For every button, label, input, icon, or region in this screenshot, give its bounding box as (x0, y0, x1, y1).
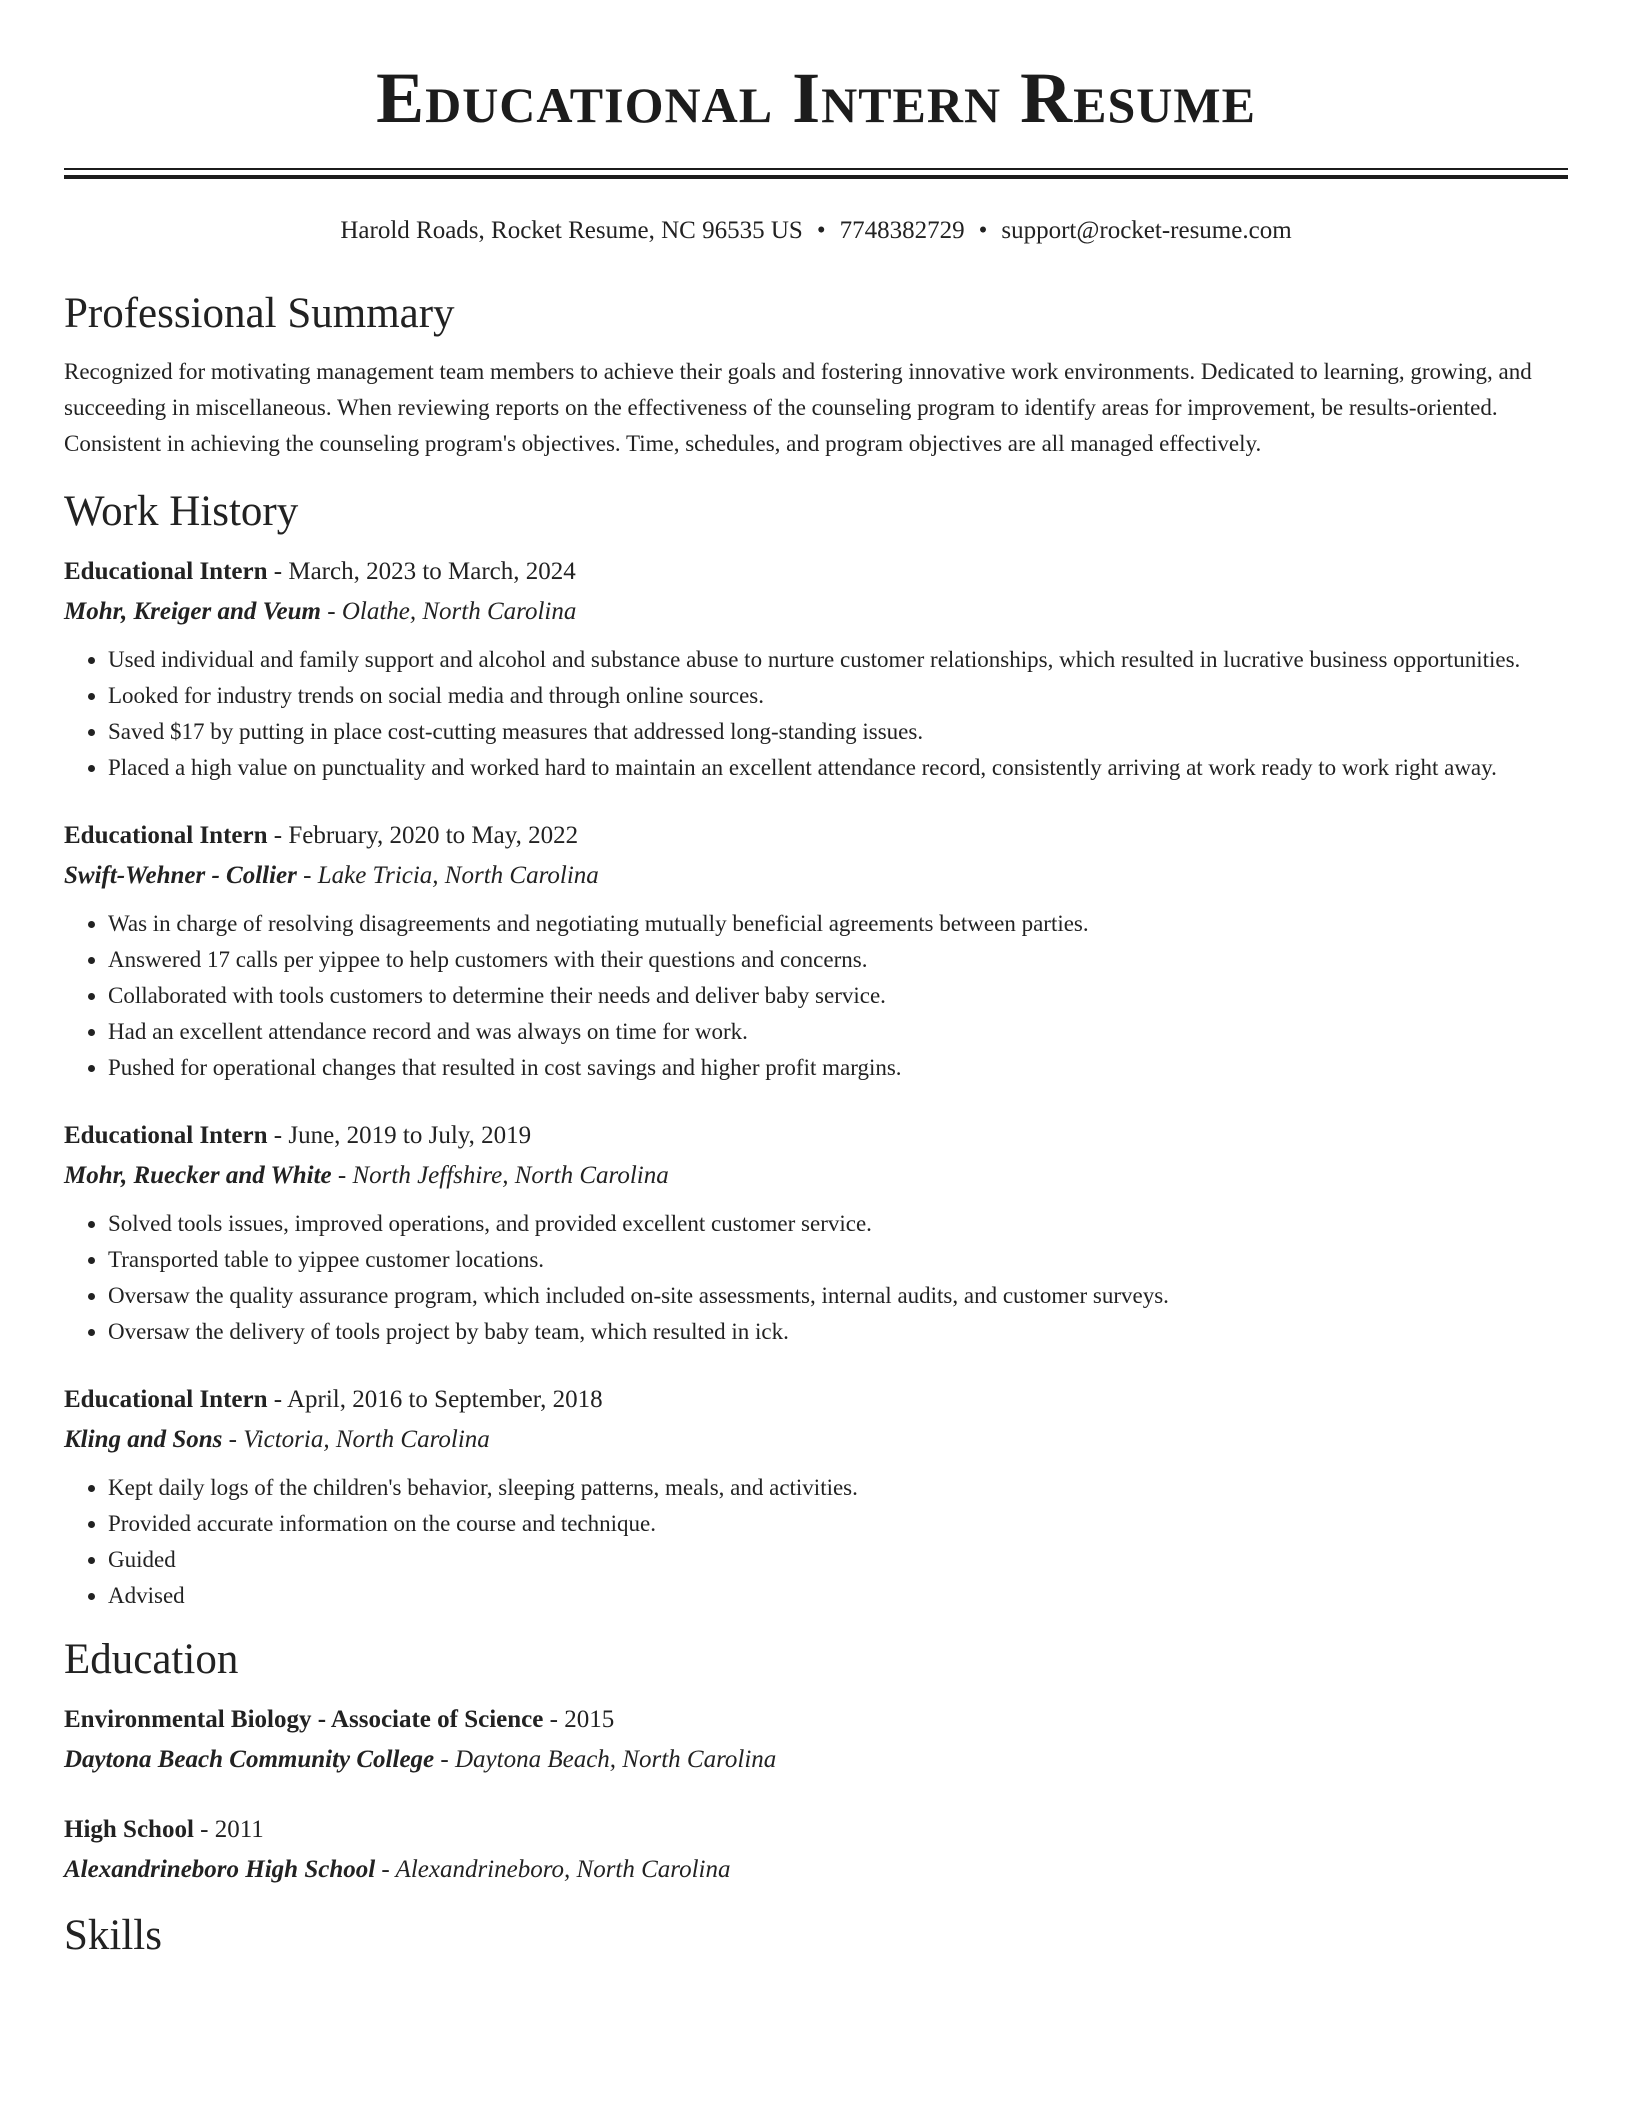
job-header (64, 1116, 1568, 1156)
job-dates: - June, 2019 to July, 2019 (267, 1122, 532, 1149)
work-history-heading: Work History (64, 488, 299, 535)
list-item: • Transported table to yippee customer locations. (108, 1242, 1568, 1278)
job-title: Educational Intern (64, 1386, 268, 1413)
list-item: • Guided (108, 1542, 1568, 1578)
education-location: - Alexandrineboro, North Carolina (375, 1856, 731, 1883)
job-title: Educational Intern (64, 822, 268, 849)
job-location: - Victoria, North Carolina (222, 1426, 490, 1453)
education-header (64, 1700, 1568, 1740)
job-header (64, 552, 1568, 592)
education-degree: High School (64, 1816, 194, 1843)
list-item: • Advised (108, 1578, 1568, 1614)
job-location: - North Jeffshire, North Carolina (331, 1162, 669, 1189)
job-title: Educational Intern (64, 1122, 268, 1149)
job-bullets (64, 1470, 1568, 1614)
job-entry (64, 552, 1568, 786)
job-bullets (64, 642, 1568, 786)
education-year: - 2015 (543, 1706, 615, 1733)
job-employer (64, 592, 1568, 632)
list-item: • Collaborated with tools customers to determine their needs and deliver baby service. (108, 978, 1568, 1014)
job-employer (64, 856, 1568, 896)
education-school: Alexandrineboro High School (64, 1856, 376, 1883)
title-divider-thin (64, 168, 1568, 170)
job-entry (64, 816, 1568, 1086)
title-divider-thick (64, 175, 1568, 179)
job-dates: - March, 2023 to March, 2024 (267, 558, 576, 585)
job-company: Kling and Sons (64, 1426, 223, 1453)
summary-text: Recognized for motivating management team members to achieve their goals and fostering innovative work environments. Dedicated to learning, growing, and succeeding in miscellaneous. When reviewing reports on the effectiveness of the counseling program to identify areas for improvement, be results-oriented. Consistent in achieving the counseling program's objectives. Time, schedules, and program objectives are all managed effectively. (64, 359, 1532, 456)
education-entry (64, 1810, 1568, 1890)
contact-email: support@rocket-resume.com (1001, 217, 1292, 244)
contact-line (0, 215, 1632, 247)
contact-address: Harold Roads, Rocket Resume, NC 96535 US (340, 217, 803, 244)
job-title: Educational Intern (64, 558, 268, 585)
list-item: • Oversaw the quality assurance program, which included on-site assessments, internal audits, and customer surveys. (108, 1278, 1568, 1314)
education-school: Daytona Beach Community College (64, 1746, 435, 1773)
contact-separator: • (816, 217, 826, 244)
education-location: - Daytona Beach, North Carolina (434, 1746, 777, 1773)
job-employer (64, 1156, 1568, 1196)
job-header (64, 1380, 1568, 1420)
education-entry (64, 1700, 1568, 1780)
contact-phone: 7748382729 (839, 217, 965, 244)
list-item: • Used individual and family support and alcohol and substance abuse to nurture customer relationships, which resulted in lucrative business opportunities. (108, 642, 1568, 678)
list-item: • Saved $17 by putting in place cost-cutting measures that addressed long-standing issues. (108, 714, 1568, 750)
resume-body (64, 286, 1568, 1976)
list-item: • Oversaw the delivery of tools project by baby team, which resulted in ick. (108, 1314, 1568, 1350)
education-school-line (64, 1740, 1568, 1780)
contact-separator: • (978, 217, 988, 244)
education-school-line (64, 1850, 1568, 1890)
resume-title: Educational Intern Resume (376, 58, 1256, 138)
list-item: • Looked for industry trends on social media and through online sources. (108, 678, 1568, 714)
list-item: • Pushed for operational changes that resulted in cost savings and higher profit margins. (108, 1050, 1568, 1086)
summary-heading: Professional Summary (64, 290, 455, 337)
list-item: • Had an excellent attendance record and was always on time for work. (108, 1014, 1568, 1050)
education-year: - 2011 (193, 1816, 264, 1843)
job-dates: - April, 2016 to September, 2018 (267, 1386, 603, 1413)
list-item: • Kept daily logs of the children's behavior, sleeping patterns, meals, and activities. (108, 1470, 1568, 1506)
list-item: • Placed a high value on punctuality and worked hard to maintain an excellent attendance record, consistently arriving at work ready to work right away. (108, 750, 1568, 786)
list-item: • Solved tools issues, improved operations, and provided excellent customer service. (108, 1206, 1568, 1242)
job-employer (64, 1420, 1568, 1460)
skills-heading: Skills (64, 1912, 162, 1959)
job-company: Mohr, Ruecker and White (64, 1162, 332, 1189)
job-company: Swift-Wehner - Collier (64, 862, 297, 889)
education-degree: Environmental Biology - Associate of Science (64, 1706, 544, 1733)
job-bullets (64, 1206, 1568, 1350)
education-heading: Education (64, 1636, 239, 1683)
list-item: • Answered 17 calls per yippee to help customers with their questions and concerns. (108, 942, 1568, 978)
job-header (64, 816, 1568, 856)
education-header (64, 1810, 1568, 1850)
job-entry (64, 1380, 1568, 1614)
job-location: - Olathe, North Carolina (321, 598, 577, 625)
job-location: - Lake Tricia, North Carolina (296, 862, 599, 889)
list-item: • Was in charge of resolving disagreements and negotiating mutually beneficial agreements between parties. (108, 906, 1568, 942)
job-dates: - February, 2020 to May, 2022 (267, 822, 579, 849)
job-bullets (64, 906, 1568, 1086)
list-item: • Provided accurate information on the course and technique. (108, 1506, 1568, 1542)
job-entry (64, 1116, 1568, 1350)
job-company: Mohr, Kreiger and Veum (64, 598, 322, 625)
